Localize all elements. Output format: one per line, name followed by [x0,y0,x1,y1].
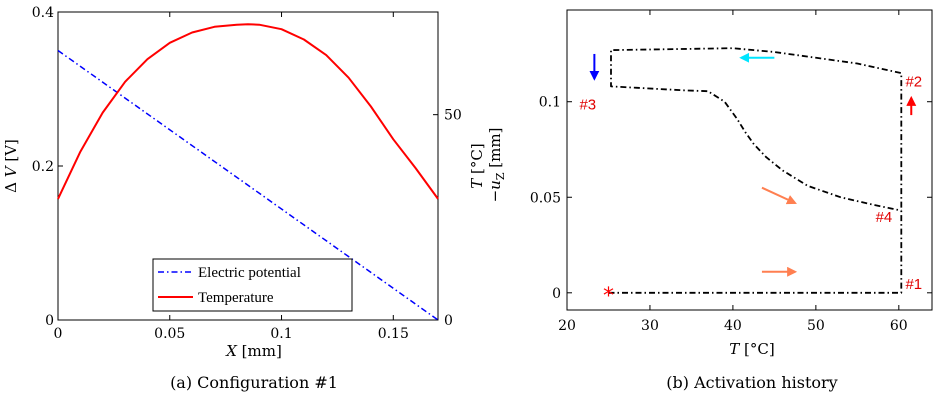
y-tick-label-b: 0.1 [538,94,561,111]
state-annotation: #3 [579,96,597,114]
y-tick-label-a: 0.2 [31,159,54,175]
y2-axis-label-a: T [°C] [468,143,486,189]
y-tick-label-b: 0 [552,285,561,302]
x-tick-label-b: 40 [723,318,742,334]
y-axis-label-a: Δ V [V] [2,139,20,193]
x-tick-label-a: 0.1 [270,326,293,342]
y-tick-label-b: 0.05 [529,190,561,207]
y2-tick-label-a: 50 [444,107,462,124]
x-axis-label-b: T [°C] [729,340,775,358]
state-annotation: #2 [905,73,923,91]
x-tick-label-b: 60 [889,318,908,334]
chart-activation-history [486,10,932,392]
legend-a [153,259,352,311]
x-tick-label-a: 0.15 [377,326,409,342]
caption-a: (a) Configuration #1 [170,373,338,392]
y2-tick-label-a: 0 [444,313,453,329]
x-tick-label-b: 50 [806,318,825,334]
y-tick-label-a: 0.4 [31,5,54,21]
legend-label-temperature: Temperature [198,290,274,306]
x-tick-label-a: 0.05 [154,326,186,342]
plot-area-b [567,10,932,310]
x-axis-label-a: X [mm] [226,342,282,360]
x-tick-label-b: 30 [641,318,659,334]
x-tick-label-a: 0 [53,326,63,342]
y-axis-label-b: $-u_Z$ [mm] [486,127,507,203]
legend-label-electric-potential: Electric potential [198,265,301,281]
chart-configuration-1 [2,5,486,392]
state-annotation: #4 [875,209,893,227]
caption-b: (b) Activation history [666,373,838,392]
x-tick-label-b: 20 [558,318,576,334]
state-annotation: #1 [905,275,923,293]
start-marker: * [602,283,614,309]
y-tick-label-a: 0 [45,313,54,329]
